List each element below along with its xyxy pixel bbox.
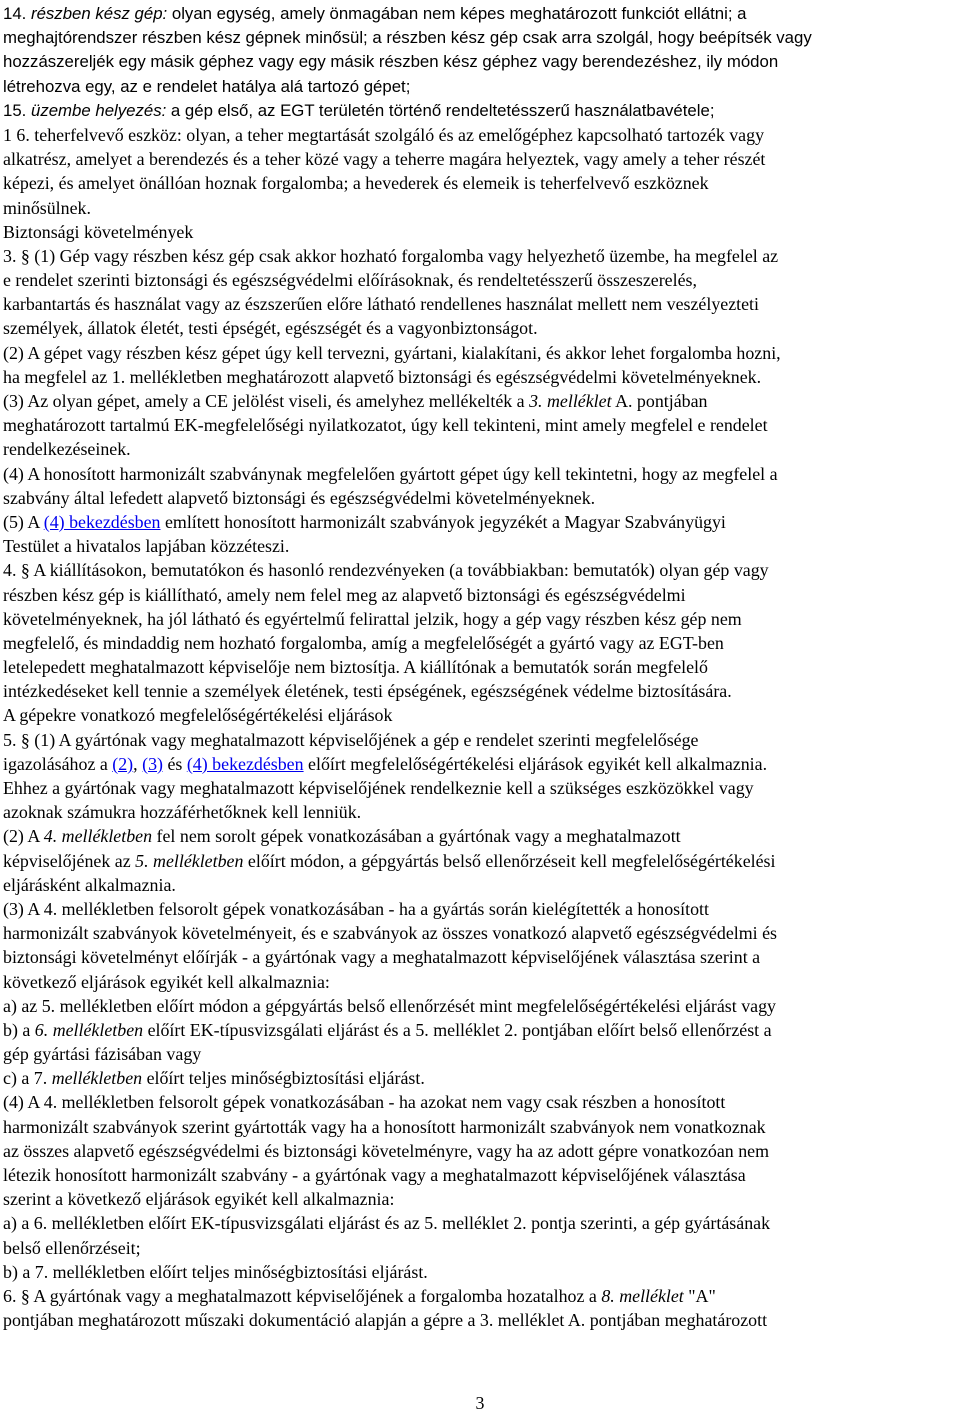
text-line [3, 1115, 955, 1139]
text-line [3, 607, 955, 631]
text-line [3, 1018, 955, 1042]
text-line [3, 1236, 955, 1260]
text-line [3, 147, 955, 171]
text-run: Biztonsági követelmények [3, 221, 194, 242]
text-run: igazolásához a [3, 753, 113, 774]
italic-text: mellékletben [51, 1068, 143, 1089]
text-line [3, 849, 955, 873]
text-run: 3. § (1) Gép vagy részben kész gép csak akkor hozható forgalomba vagy helyezhető üzembe, ha megfelel az [3, 245, 779, 266]
text-run: e rendelet szerinti biztonsági és egészségvédelmi előírásoknak, és rendeltetésszerű összeszerelés, [3, 270, 697, 291]
text-run: karbantartás és használat vagy az észszerűen előre látható rendellenes használat mellett nem veszélyezteti [3, 294, 760, 315]
text-run: (3) Az olyan gépet, amely a CE jelölést viseli, és amelyhez mellékelték a [3, 391, 530, 411]
text-run: megfelelő, és mindaddig nem hozható forgalomba, amíg a megfelelőségét a gyártó vagy az EGT-ben [3, 632, 724, 653]
text-run: meghajtórendszer részben kész gépnek minősül; a részben kész gép csak arra szolgál, hogy beépítsék vagy [3, 28, 812, 48]
text-line [3, 292, 955, 316]
text-run: előírt teljes minőségbiztosítási eljárást. [142, 1068, 425, 1089]
text-run: olyan egység, amely önmagában nem képes meghatározott funkciót ellátni; a [167, 4, 747, 23]
text-line [3, 873, 955, 897]
text-run: szabvány által lefedett alapvető biztonsági és egészségvédelmi követelményeknek. [3, 487, 596, 508]
text-run: fel nem sorolt gépek vonatkozásában a gyártónak vagy a meghatalmazott [152, 826, 681, 847]
text-run: (4) A honosított harmonizált szabványnak megfelelően gyártott gépet úgy kell tekintetni, hogy az megfelel a [3, 463, 778, 484]
text-run: az összes alapvető egészségvédelmi és biztonsági követelményre, vagy ha az adott gépre vonatkozóan nem [3, 1140, 770, 1161]
text-run: a) az 5. mellékletben előírt módon a gépgyártás belső ellenőrzését mint megfelelőségértékelési eljárást vagy [3, 995, 776, 1016]
text-run: 6. § A gyártónak vagy a meghatalmazott képviselőjének a forgalomba hozatalhoz a [3, 1285, 602, 1306]
text-run: említett honosított harmonizált szabványok jegyzékét a Magyar Szabványügyi [160, 511, 726, 532]
text-run: A. pontjában [611, 391, 708, 411]
text-run: (2) A gépet vagy részben kész gépet úgy kell tervezni, gyártani, kialakítani, és akkor lehet forgalomba hozni, [3, 342, 781, 363]
text-line [3, 123, 955, 147]
text-line [3, 1139, 955, 1163]
text-line [3, 1187, 955, 1211]
text-run: b) a [3, 1019, 35, 1040]
text-run: gép gyártási fázisában vagy [3, 1044, 202, 1065]
text-line [3, 413, 955, 437]
text-line [3, 994, 955, 1018]
text-run: Testület a hivatalos lapjában közzéteszi. [3, 536, 290, 557]
text-line [3, 1042, 955, 1066]
text-line [3, 679, 955, 703]
text-run: c) a 7. [3, 1068, 52, 1089]
italic-text: 4. mellékletben [43, 826, 153, 847]
italic-text: 8. melléklet [601, 1285, 684, 1306]
text-line [3, 631, 955, 655]
italic-text: 5. mellékletben [135, 850, 244, 871]
text-run: meghatározott tartalmú EK-megfelelőségi nyilatkozatot, úgy kell tekinteni, mint amely megfelel e rendelet [3, 415, 768, 436]
text-run: A gépekre vonatkozó megfelelőségértékelési eljárások [3, 705, 393, 726]
text-run: minősülnek. [3, 197, 91, 218]
italic-text: 3. melléklet [529, 391, 612, 411]
text-line [3, 26, 955, 50]
text-run: harmonizált szabványok szerint gyártották vagy ha a honosított harmonizált szabványok nem vonatkoznak [3, 1116, 766, 1137]
text-line [3, 824, 955, 848]
text-line [3, 99, 955, 123]
text-line [3, 1260, 955, 1284]
text-line [3, 703, 955, 727]
text-line [3, 1090, 955, 1114]
text-line [3, 945, 955, 969]
text-run: 1 6. teherfelvevő eszköz: olyan, a teher megtartását szolgáló és az emelőgéphez kapcsolható tartozék vagy [3, 124, 765, 145]
text-run: létezik honosított harmonizált szabvány - a gyártónak vagy a meghatalmazott képviselőjének választása [3, 1165, 746, 1185]
text-run: "A" [683, 1285, 716, 1306]
text-run: belső ellenőrzéseit; [3, 1237, 141, 1258]
text-line [3, 2, 955, 26]
text-line [3, 728, 955, 752]
cross-reference-link[interactable]: (4) bekezdésben [43, 511, 161, 532]
text-run: eljárásként alkalmaznia. [3, 874, 176, 895]
text-run: a gép első, az EGT területén történő rendeltetésszerű használatbavétele; [166, 100, 715, 120]
text-run: letelepedett meghatalmazott képviselője nem biztosítja. A kiállítónak a bemutatók során megfelelő [3, 657, 708, 678]
text-run: hozzászereljék egy másik géphez vagy egy másik részben kész géphez vagy berendezéshez, ily módon [3, 52, 779, 72]
text-run: következő eljárások egyikét kell alkalmaznia: [3, 971, 330, 992]
text-line [3, 1163, 955, 1187]
text-run: b) a 7. mellékletben előírt teljes minőségbiztosítási eljárást. [3, 1261, 428, 1282]
text-run: részben kész gép is kiállítható, amely nem felel meg az alapvető biztonsági és egészségvédelmi [3, 584, 686, 605]
text-run: 4. § A kiállításokon, bemutatókon és hasonló rendezvényeken (a továbbiakban: bemutatók) olyan gép vagy [3, 560, 769, 581]
text-line [3, 1211, 955, 1235]
text-line [3, 365, 955, 389]
text-run: biztonsági követelményt előírják - a gyártónak vagy a meghatalmazott képviselőjének választása szerint a [3, 947, 761, 968]
text-run: pontjában meghatározott műszaki dokumentáció alapján a gépre a 3. melléklet A. pontjában meghatározott [3, 1310, 768, 1331]
page-number: 3 [475, 1393, 485, 1413]
text-line [3, 970, 955, 994]
text-run: képezi, és amelyet önállóan hoznak forgalomba; a hevederek és elemeik is teherfelvevő eszköznek [3, 173, 709, 194]
text-line [3, 776, 955, 800]
text-run: harmonizált szabványok követelményeit, és e szabványok az összes vonatkozó alapvető egészségvédelmi és [3, 923, 777, 944]
text-line [3, 389, 955, 413]
text-line [3, 583, 955, 607]
text-line [3, 171, 955, 195]
text-line [3, 752, 955, 776]
italic-text: 6. mellékletben [34, 1019, 144, 1040]
text-run: , [133, 753, 143, 774]
text-line [3, 196, 955, 220]
text-line [3, 1308, 955, 1332]
text-run: (5) A [3, 511, 44, 532]
text-line [3, 75, 955, 99]
text-line [3, 244, 955, 268]
text-run: 14. [3, 4, 31, 23]
text-run: előírt megfelelőségértékelési eljárások egyikét kell alkalmaznia. [303, 753, 768, 774]
text-line [3, 510, 955, 534]
text-run: 5. § (1) A gyártónak vagy meghatalmazott képviselőjének a gép e rendelet szerinti megfelelősége [3, 729, 699, 750]
text-run: ha megfelel az 1. mellékletben meghatározott alapvető biztonsági és egészségvédelmi követelményeknek. [3, 366, 762, 387]
text-line [3, 50, 955, 74]
text-line [3, 897, 955, 921]
text-run: a) a 6. mellékletben előírt EK-típusvizsgálati eljárást és az 5. melléklet 2. pontja szerinti, a gép gyártásának [3, 1213, 771, 1234]
text-run: képviselőjének az [3, 850, 136, 871]
text-run: intézkedéseket kell tennie a személyek életének, testi épségének, egészségének védelme biztosítására. [3, 681, 732, 702]
document-body [3, 2, 955, 1332]
text-line [3, 437, 955, 461]
text-line [3, 220, 955, 244]
text-run: létrehozva egy, az e rendelet hatálya alá tartozó gépet; [3, 76, 411, 96]
cross-reference-link[interactable]: (4) bekezdésben [186, 753, 304, 774]
text-run: (3) A 4. mellékletben felsorolt gépek vonatkozásában - ha a gyártás során kielégítették a honosított [3, 898, 709, 919]
text-line [3, 534, 955, 558]
text-line [3, 268, 955, 292]
italic-text: üzembe helyezés: [31, 100, 167, 120]
italic-text: részben kész gép: [31, 4, 168, 23]
text-run: és [162, 753, 187, 774]
text-line [3, 486, 955, 510]
text-line [3, 800, 955, 824]
cross-reference-link[interactable]: (3) [142, 753, 163, 774]
text-run: előírt EK-típusvizsgálati eljárást és a 5. melléklet 2. pontjában előírt belső ellenőrzést a [143, 1019, 772, 1040]
text-line [3, 655, 955, 679]
text-run: alkatrész, amelyet a berendezés és a teher közé vagy a teherre magára helyeztek, vagy amely a teher részét [3, 149, 766, 170]
text-run: követelményeknek, ha jól látható és egyértelmű felirattal jelzik, hogy a gép vagy részben kész gép nem [3, 608, 742, 629]
text-run: (2) A [3, 826, 44, 847]
text-run: 15. [3, 100, 31, 120]
text-line [3, 1284, 955, 1308]
text-line [3, 462, 955, 486]
text-run: Ehhez a gyártónak vagy meghatalmazott képviselőjének rendelkeznie kell a szükséges eszközökkel vagy [3, 778, 754, 798]
cross-reference-link[interactable]: (2) [112, 753, 134, 774]
text-run: személyek, állatok életét, testi épségét, egészségét és a vagyonbiztonságot. [3, 318, 538, 339]
text-line [3, 1066, 955, 1090]
text-run: rendelkezéseinek. [3, 439, 131, 460]
text-run: előírt módon, a gépgyártás belső ellenőrzéseit kell megfelelőségértékelési [243, 850, 776, 871]
text-run: azoknak számukra hozzáférhetőknek kell lenniük. [3, 802, 362, 823]
text-run: szerint a következő eljárások egyikét kell alkalmaznia: [3, 1189, 395, 1210]
text-line [3, 558, 955, 582]
text-line [3, 341, 955, 365]
text-line [3, 316, 955, 340]
text-line [3, 921, 955, 945]
text-run: (4) A 4. mellékletben felsorolt gépek vonatkozásában - ha azokat nem vagy csak részben a honosított [3, 1092, 726, 1113]
